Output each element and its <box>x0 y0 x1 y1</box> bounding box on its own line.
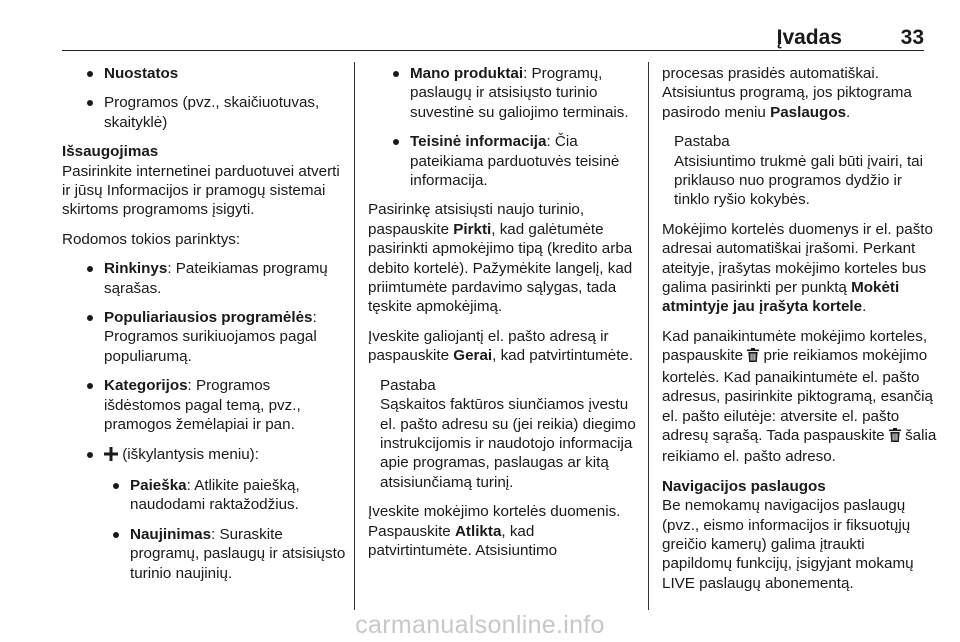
paragraph-pirkti: Pasirinkę atsisiųsti naujo turinio, paspauskite Pirkti, kad galėtumėte pasirinkti apmokėjimo tipą (kredito arba debito kortelė). Pažymėkite langelį, kad priimtumėte pardavimo sąlygas, tada tęskite apmokėjimą. <box>368 201 633 316</box>
column-divider-1 <box>354 62 355 610</box>
column-3 <box>662 64 938 603</box>
column-divider-2 <box>648 62 649 610</box>
paragraph-issaugojimas: Pasirinkite internetinei parduotuvei atverti ir jūsų Informacijos ir pramogų sistemai skirtoms programoms įsigyti. <box>62 162 340 219</box>
paragraph-saved-cards: Mokėjimo kortelės duomenys ir el. pašto adresai automatiškai įrašomi. Perkant ateityje, įrašytas mokėjimo korteles bus galima pasirinkti per punktą Mokėti atmintyje jau įrašyta kortele. <box>662 220 933 316</box>
options-intro: Rodomos tokios parinktys: <box>62 230 241 248</box>
paragraph-delete-cards: Kad panaikintumėte mokėjimo korteles, paspauskite prie reikiamos mokėjimo kortelės. Kad panaikintumėte el. pašto adresus, pasirinkite piktogramą, esančią el. pašto eilutėje: atversite el. pašto adresų sąrašą. Tada paspauskite šalia reikiamo el. pašto adreso. <box>662 327 937 466</box>
plus-icon <box>104 447 118 466</box>
bullet-populiariausios: Populiariausios programėlės: Programos surikiuojamos pagal populiarumą. <box>62 308 348 366</box>
bullet-popup-menu: (iškylantysis meniu): <box>62 445 348 466</box>
bullet-kategorijos: Kategorijos: Programos išdėstomos pagal temą, pvz., pramogos žemėlapiai ir pan. <box>62 376 348 434</box>
bullet-nuostatos: Nuostatos <box>62 64 348 83</box>
note-download <box>662 132 938 210</box>
paragraph-paslaugos: procesas prasidės automatiškai. Atsisiuntus programą, jos piktograma pasirodo meniu Paslaugos. <box>662 65 912 121</box>
heading-navigacijos: Navigacijos paslaugos <box>662 477 826 495</box>
trash-icon <box>889 428 901 447</box>
trash-icon <box>747 348 759 367</box>
watermark: carmanualsonline.info <box>355 611 605 639</box>
note-text: Sąskaitos faktūros siunčiamos įvestu el. pašto adresu su (jei reikia) diegimo instrukcijomis ir naudotojo informacija apie programas, paslaugas ar kitą atsisiunčiamą turinį. <box>380 396 636 491</box>
page-header <box>62 0 924 51</box>
note-invoice <box>368 376 636 492</box>
bullet-mano-produktai: Mano produktai: Programų, paslaugų ir atsisiųsto turinio suvestinė su galiojimo terminais. <box>368 64 636 122</box>
heading-issaugojimas: Išsaugojimas <box>62 143 159 161</box>
note-title: Pastaba <box>380 376 436 394</box>
paragraph-atlikta: Įveskite mokėjimo kortelės duomenis. Paspauskite Atlikta, kad patvirtintumėte. Atsisiuntimo <box>368 503 621 559</box>
paragraph-gerai: Įveskite galiojantį el. pašto adresą ir paspauskite Gerai, kad patvirtintumėte. <box>368 327 634 365</box>
bullet-rinkinys: Rinkinys: Pateikiamas programų sąrašas. <box>62 259 348 298</box>
paragraph-navigacijos: Be nemokamų navigacijos paslaugų (pvz., eismo informacijos ir fiksuotųjų greičio kamerų) galima įtraukti papildomų funkcijų, įsigyjant mokamų LIVE paslaugų abonementą. <box>662 497 914 592</box>
page-number: 33 <box>900 26 924 49</box>
note-text: Atsisiuntimo trukmė gali būti įvairi, tai priklauso nuo programos dydžio ir tinklo ryšio kokybės. <box>674 152 923 209</box>
column-2 <box>368 64 636 570</box>
section-title: Įvadas <box>776 26 842 49</box>
bullet-programos: Programos (pvz., skaičiuotuvas, skaityklė) <box>62 93 348 132</box>
bullet-teisine-informacija: Teisinė informacija: Čia pateikiama parduotuvės teisinė informacija. <box>368 132 636 190</box>
column-1 <box>62 64 348 593</box>
bullet-paieska: Paieška: Atlikite paiešką, naudodami raktažodžius. <box>62 476 348 515</box>
bullet-naujinimas: Naujinimas: Suraskite programų, paslaugų ir atsisiųsto turinio naujinių. <box>62 525 348 583</box>
note-title: Pastaba <box>674 133 730 151</box>
